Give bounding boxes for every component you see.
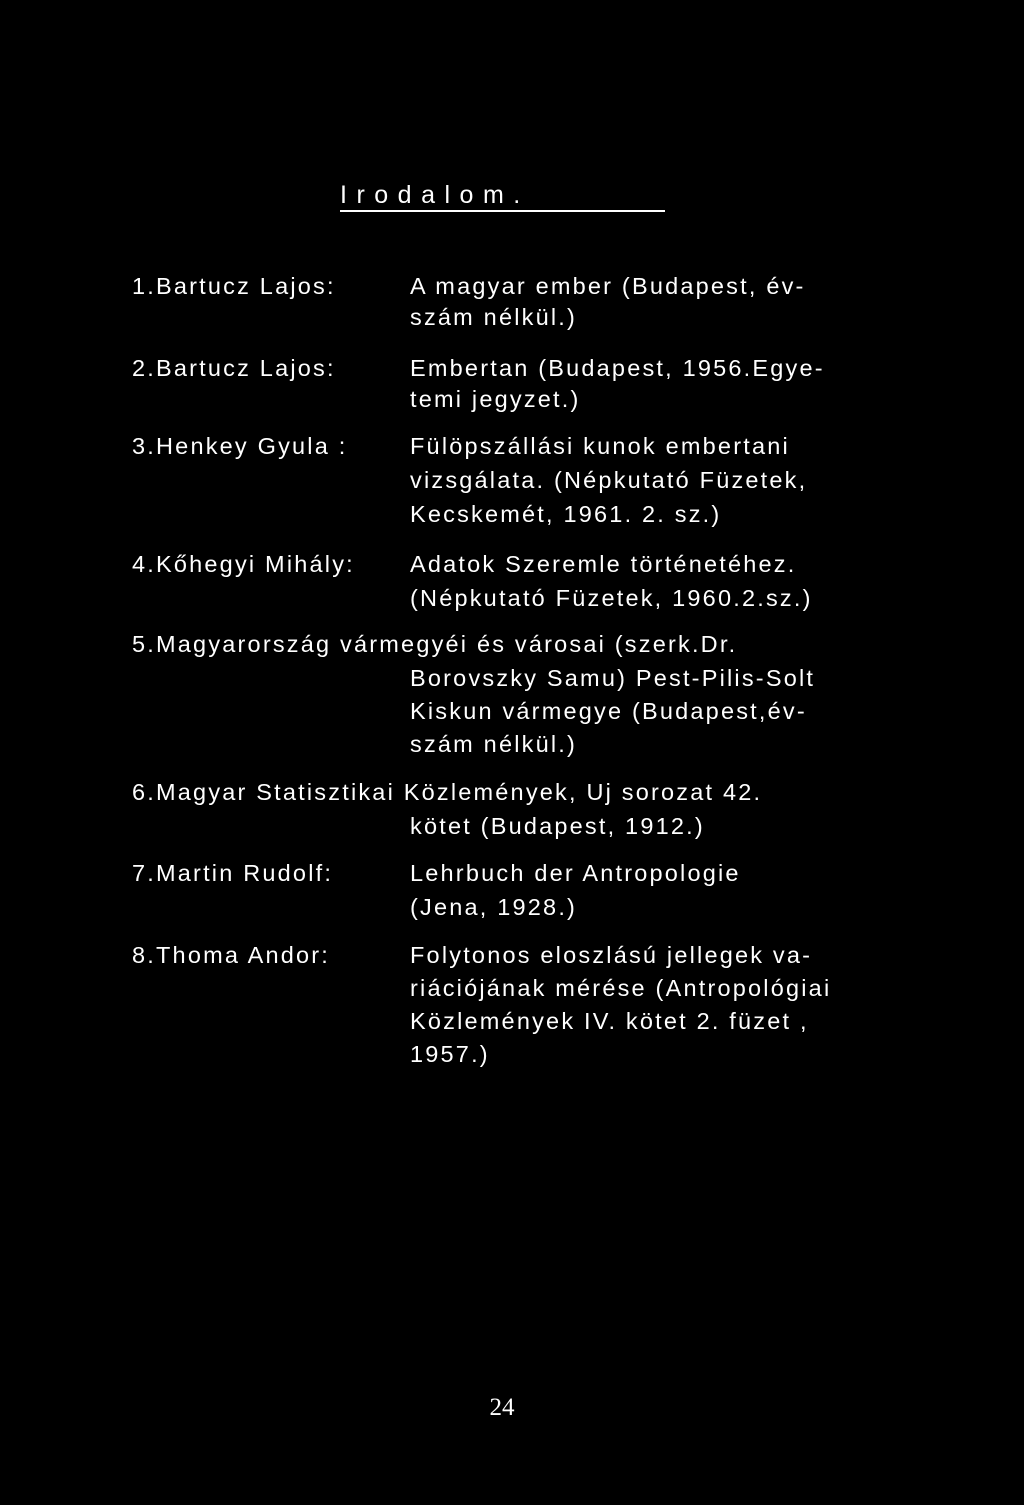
reference-number: 6. [132, 779, 156, 805]
reference-text-line: Lehrbuch der Antropologie [410, 860, 741, 886]
reference-number: 4. [132, 551, 156, 577]
reference-text-line: szám nélkül.) [410, 304, 578, 330]
reference-author: Bartucz Lajos: [156, 355, 336, 381]
reference-first-line: Magyar Statisztikai Közlemények, Uj sorozat 42. [156, 779, 763, 805]
reference-text-line: riációjának mérése (Antropológiai [410, 975, 832, 1001]
reference-text-line: Kecskemét, 1961. 2. sz.) [410, 501, 722, 527]
reference-text-line: Borovszky Samu) Pest-Pilis-Solt [410, 665, 816, 691]
title-underline [340, 210, 665, 212]
reference-text-line: (Népkutató Füzetek, 1960.2.sz.) [410, 585, 813, 611]
reference-text-line: 1957.) [410, 1041, 490, 1067]
reference-text-line: kötet (Budapest, 1912.) [410, 813, 705, 839]
reference-text-line: Adatok Szeremle történetéhez. [410, 551, 797, 577]
reference-author: Kőhegyi Mihály: [156, 551, 355, 577]
reference-author: Martin Rudolf: [156, 860, 334, 886]
reference-text-line: Embertan (Budapest, 1956.Egye- [410, 355, 825, 381]
reference-number: 2. [132, 355, 156, 381]
reference-text-line: Közlemények IV. kötet 2. füzet , [410, 1008, 809, 1034]
reference-text-line: szám nélkül.) [410, 731, 578, 757]
reference-text-line: vizsgálata. (Népkutató Füzetek, [410, 467, 808, 493]
reference-text-line: Kiskun vármegye (Budapest,év- [410, 698, 807, 724]
reference-number: 1. [132, 273, 156, 299]
page-number: 24 [489, 1394, 515, 1421]
reference-number: 8. [132, 942, 156, 968]
reference-number: 7. [132, 860, 156, 886]
reference-text-line: temi jegyzet.) [410, 386, 581, 412]
reference-first-line: Magyarország vármegyéi és városai (szerk.Dr. [156, 631, 738, 657]
reference-number: 5. [132, 631, 156, 657]
reference-number: 3. [132, 433, 156, 459]
reference-text-line: Folytonos eloszlású jellegek va- [410, 942, 813, 968]
reference-author: Henkey Gyula : [156, 433, 348, 459]
reference-text-line: (Jena, 1928.) [410, 894, 578, 920]
reference-text-line: A magyar ember (Budapest, év- [410, 273, 806, 299]
reference-author: Thoma Andor: [156, 942, 331, 968]
page-title: Irodalom. [340, 181, 530, 209]
reference-text-line: Fülöpszállási kunok embertani [410, 433, 790, 459]
reference-author: Bartucz Lajos: [156, 273, 336, 299]
